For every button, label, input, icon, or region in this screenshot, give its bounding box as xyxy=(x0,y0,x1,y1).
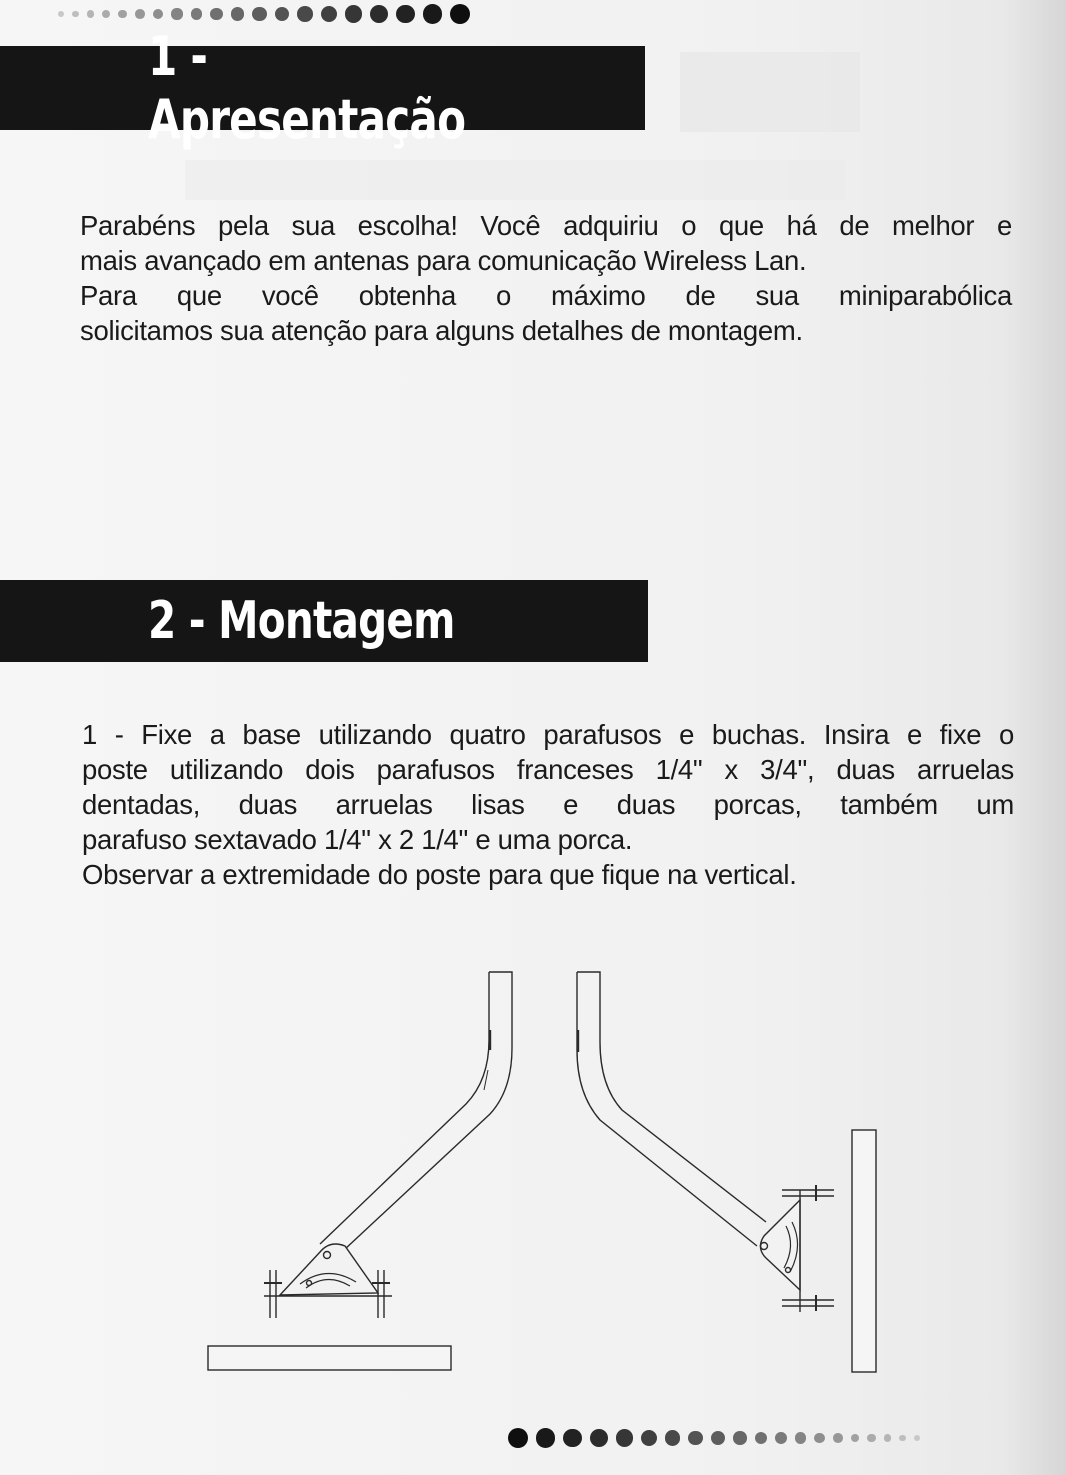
section-2-line: poste utilizando dois parafusos franceses 1/4" x 3/4", duas arruelas xyxy=(82,754,1014,785)
decorative-dot xyxy=(775,1432,787,1444)
decorative-dot xyxy=(795,1432,806,1443)
decorative-dot xyxy=(867,1434,875,1442)
section-1-line: mais avançado em antenas para comunicação Wireless Lan. xyxy=(80,245,807,276)
decorative-dot xyxy=(851,1434,860,1443)
section-1-line: solicitamos sua atenção para alguns detalhes de montagem. xyxy=(80,315,803,346)
decorative-dot xyxy=(688,1431,703,1446)
decorative-dot xyxy=(884,1434,891,1441)
section-2-heading-text: 2 - Montagem xyxy=(148,591,455,651)
decorative-dot xyxy=(616,1429,633,1446)
section-1-heading-text: 1 - Apresentação xyxy=(148,25,466,151)
bottom-dot-row xyxy=(508,1428,920,1448)
floor-mount-bracket-icon xyxy=(208,972,512,1370)
section-2-line: 1 - Fixe a base utilizando quatro parafusos e buchas. Insira e fixe o xyxy=(82,719,1014,750)
decorative-dot xyxy=(508,1428,528,1448)
decorative-dot xyxy=(711,1431,725,1445)
decorative-dot xyxy=(833,1433,843,1443)
decorative-dot xyxy=(563,1429,582,1448)
decorative-dot xyxy=(733,1431,746,1444)
decorative-dot xyxy=(914,1435,920,1441)
section-1-line: Parabéns pela sua escolha! Você adquiriu o que há de melhor e xyxy=(80,210,1012,241)
decorative-dot xyxy=(814,1433,824,1443)
wall-mount-bracket-icon xyxy=(577,972,876,1372)
section-2-line: parafuso sextavado 1/4" x 2 1/4" e uma porca. xyxy=(82,824,633,855)
decorative-dot xyxy=(536,1428,555,1447)
section-2-line: Observar a extremidade do poste para que fique na vertical. xyxy=(82,859,797,890)
decorative-dot xyxy=(899,1435,906,1442)
decorative-dot xyxy=(590,1429,608,1447)
section-2-line: dentadas, duas arruelas lisas e duas porcas, também um xyxy=(82,789,1014,820)
decorative-dot xyxy=(755,1432,768,1445)
section-1-line: Para que você obtenha o máximo de sua miniparabólica xyxy=(80,280,1012,311)
decorative-dot xyxy=(665,1430,681,1446)
decorative-dot xyxy=(641,1430,657,1446)
